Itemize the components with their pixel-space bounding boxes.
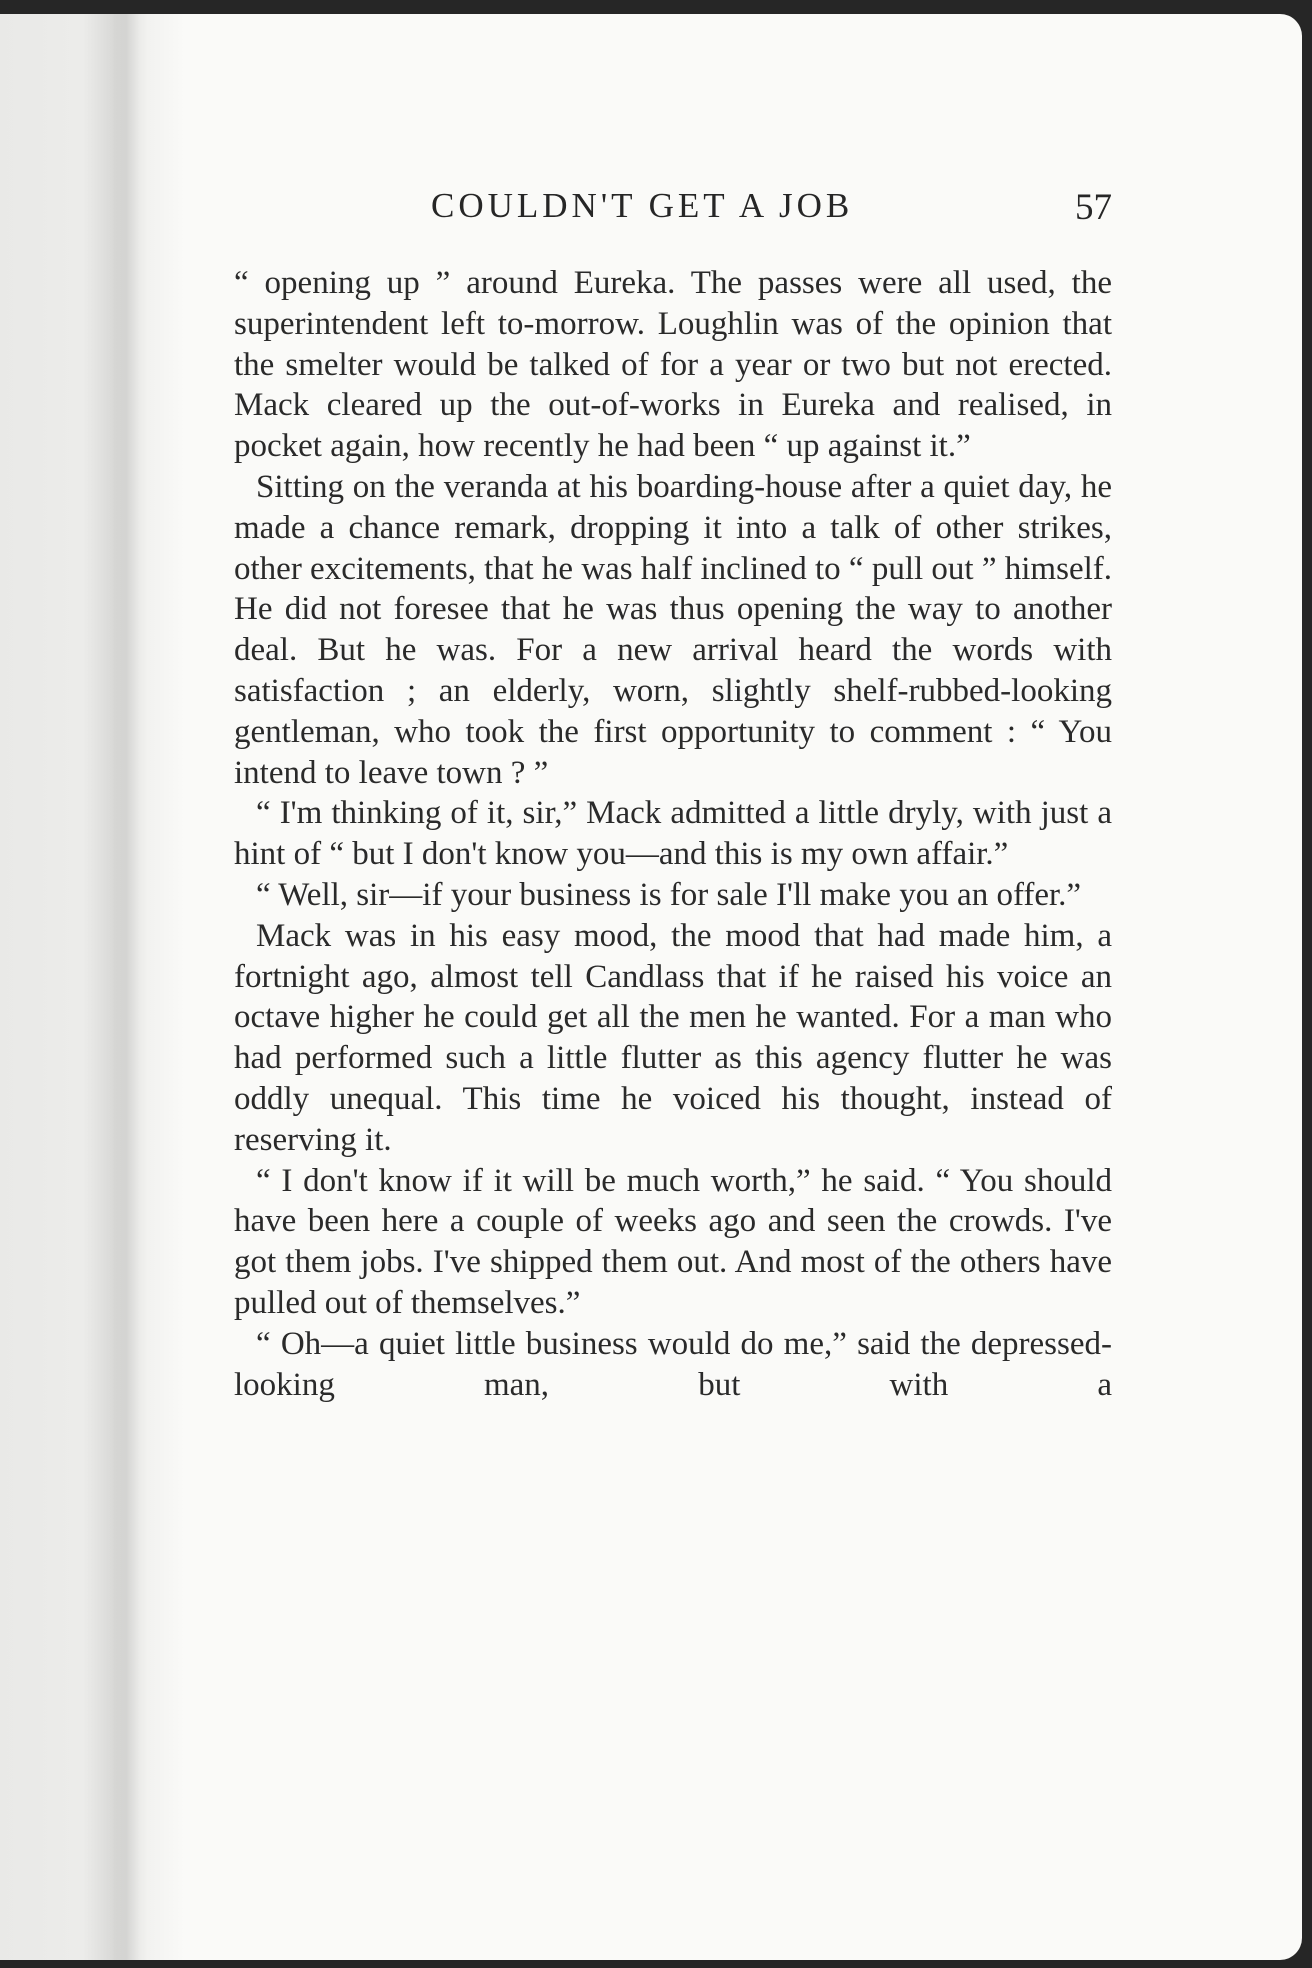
paragraph: “ opening up ” around Eureka. The passes were all used, the superintendent left to-morrow. Loughlin was of the opinion that the smelter would be talked of for a year or two but not erected. Mack cleared up the out-of-works in Eureka and realised, in pocket again, how recently he had been “ up against it.”	[234, 265, 1112, 465]
paragraph: Sitting on the veranda at his boarding-house after a quiet day, he made a chance remark, dropping it into a talk of other strikes, other excitements, that he was half inclined to “ pull out ” himself. He did not foresee that he was thus opening the way to another deal. But he was. For a new arrival heard the words with satisfaction ; an elderly, worn, slightly shelf-rubbed-looking gentleman, who took the first opportunity to comment : “ You intend to leave town ? ”	[234, 468, 1112, 791]
page-gutter-shadow	[0, 14, 185, 1960]
body-text	[234, 263, 1112, 1405]
paragraph: Mack was in his easy mood, the mood that had made him, a fortnight ago, almost tell Candlass that if he raised his voice an octave higher he could get all the men he wanted. For a man who had performed such a little flutter as this agency flutter he was oddly unequal. This time he voiced his thought, instead of reserving it.	[234, 917, 1112, 1158]
running-head: COULDN'T GET A JOB	[431, 186, 854, 225]
page-number: 57	[1075, 187, 1112, 228]
paragraph: “ Well, sir—if your business is for sale I'll make you an offer.”	[256, 876, 1082, 913]
paragraph: “ Oh—a quiet little business would do me,” said the depressed-looking man, but with a	[234, 1325, 1112, 1403]
paragraph: “ I don't know if it will be much worth,” he said. “ You should have been here a couple of weeks ago and seen the crowds. I've got them jobs. I've shipped them out. And most of the others have pulled out of themselves.”	[234, 1162, 1112, 1321]
paragraph: “ I'm thinking of it, sir,” Mack admitted a little dryly, with just a hint of “ but I don't know you—and this is my own affair.”	[234, 795, 1112, 873]
book-page	[0, 14, 1302, 1960]
gutter-fold	[112, 14, 140, 1960]
page-header	[236, 186, 1112, 246]
